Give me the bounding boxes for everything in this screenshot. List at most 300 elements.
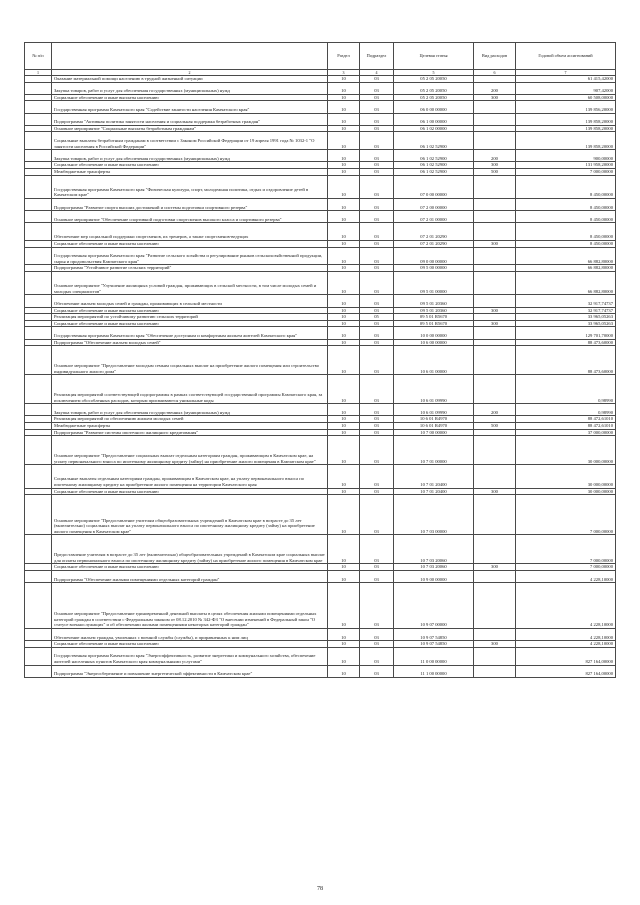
- cell-number: [25, 247, 52, 265]
- cell-vid: [474, 295, 516, 307]
- cell-vid: 500: [474, 168, 516, 175]
- cell-vid: [474, 327, 516, 339]
- cell-number: [25, 628, 52, 640]
- cell-code: 09 5 01 R5670: [394, 314, 474, 321]
- table-row: [25, 416, 616, 423]
- cell-number: [25, 647, 52, 665]
- cell-razdel: 10: [328, 125, 360, 132]
- cell-number: [25, 404, 52, 416]
- cell-amount: 66 882,80000: [516, 247, 616, 265]
- cell-name: Государственная программа Камчатского края "Содействие занятости населения Камчатского края": [52, 101, 328, 113]
- cell-amount: 88 473,60000: [516, 339, 616, 346]
- table-row: [25, 465, 616, 488]
- cell-code: 10 6 01 R4970: [394, 422, 474, 429]
- cell-name: Подпрограмма "Устойчивое развитие сельских территорий": [52, 265, 328, 272]
- table-row: [25, 570, 616, 582]
- cell-vid: [474, 416, 516, 423]
- cell-amount: 139 858,20000: [516, 125, 616, 132]
- cell-vid: [474, 314, 516, 321]
- cell-number: [25, 198, 52, 210]
- cell-amount: 8 450,00000: [516, 175, 616, 198]
- cell-podrazdel: 03: [360, 665, 394, 677]
- cell-amount: 4 228,10000: [516, 583, 616, 629]
- cell-podrazdel: 03: [360, 535, 394, 564]
- cell-vid: [474, 583, 516, 629]
- cell-code: 06 0 00 00000: [394, 101, 474, 113]
- cell-podrazdel: 03: [360, 641, 394, 648]
- cell-amount: 30 000,00000: [516, 465, 616, 488]
- header-vid: Вид расходов: [474, 43, 516, 70]
- table-row: [25, 272, 616, 295]
- table-row: [25, 211, 616, 223]
- cell-name: Социальное обеспечение и иные выплаты населению: [52, 641, 328, 648]
- cell-number: [25, 162, 52, 169]
- cell-name: Закупка товаров, работ и услуг для обеспечения государственных (муниципальных) нужд: [52, 404, 328, 416]
- cell-razdel: 10: [328, 223, 360, 241]
- table-row: [25, 247, 616, 265]
- cell-name: Реализация мероприятий по обеспечению жильем молодых семей: [52, 416, 328, 423]
- table-row: [25, 314, 616, 321]
- cell-amount: 8 450,00000: [516, 211, 616, 223]
- cell-amount: 827 164,00000: [516, 665, 616, 677]
- cell-code: 10 7 01 20400: [394, 488, 474, 495]
- table-row: [25, 375, 616, 404]
- cell-podrazdel: 03: [360, 416, 394, 423]
- cell-vid: [474, 535, 516, 564]
- cell-amount: 0,98990: [516, 404, 616, 416]
- cell-podrazdel: 03: [360, 564, 394, 571]
- cell-number: [25, 346, 52, 375]
- cell-number: [25, 168, 52, 175]
- table-row: [25, 101, 616, 113]
- cell-razdel: 10: [328, 150, 360, 162]
- cell-name: Государственная программа Камчатского края "Обеспечение доступным и комфортным жильем жителей Камчатского края": [52, 327, 328, 339]
- cell-code: 10 9 07 54850: [394, 641, 474, 648]
- cell-vid: [474, 175, 516, 198]
- cell-name: Предоставление учителям в возрасте до 35 лет (включительно) общеобразовательных учреждений в Камчатском крае социальных выплат для оплаты первоначального взноса по ипотечному жилищному кредиту (займу) на приобретение жилого помещения в Камчатском крае: [52, 535, 328, 564]
- cell-razdel: 10: [328, 168, 360, 175]
- cell-code: 10 0 00 00000: [394, 327, 474, 339]
- cell-number: [25, 583, 52, 629]
- cell-number: [25, 307, 52, 314]
- cell-podrazdel: 03: [360, 94, 394, 101]
- cell-code: 06 1 02 00000: [394, 125, 474, 132]
- cell-vid: [474, 375, 516, 404]
- budget-table: [24, 42, 616, 678]
- cell-vid: [474, 125, 516, 132]
- budget-sheet: [24, 42, 615, 678]
- cell-code: 09 0 00 00000: [394, 247, 474, 265]
- cell-name: Реализация мероприятий по устойчивому развитию сельских территорий: [52, 314, 328, 321]
- cell-amount: 0,98990: [516, 375, 616, 404]
- cell-razdel: 10: [328, 628, 360, 640]
- cell-number: [25, 535, 52, 564]
- cell-podrazdel: 03: [360, 583, 394, 629]
- cell-amount: 88 473,60000: [516, 346, 616, 375]
- cell-code: 11 0 00 00000: [394, 647, 474, 665]
- cell-vid: 300: [474, 241, 516, 248]
- table-row: [25, 76, 616, 83]
- cell-podrazdel: 03: [360, 320, 394, 327]
- cell-amount: 30 000,00000: [516, 436, 616, 465]
- cell-code: 10 6 00 00000: [394, 339, 474, 346]
- cell-name: Основное мероприятие "Предоставление социальных выплат отдельным категориям граждан, проживающим в Камчатском крае, на уплату первоначального взноса по ипотечному жилищному кредиту (займу) на приобретение жилого помещения в Камчатском крае": [52, 436, 328, 465]
- cell-name: Основное мероприятие "Предоставление единовременной денежной выплаты в целях обеспечения жилыми помещениями отдельных категорий граждан в соответствии с Федеральным законом от 08.12.2010 № 342-ФЗ "О внесении изменений в Федеральный закон "О статусе военнослужащих" и об обеспечении жилыми помещениями некоторых категорий граждан": [52, 583, 328, 629]
- header-name: [52, 43, 328, 70]
- cell-amount: 32 917,74737: [516, 295, 616, 307]
- cell-amount: 7 000,00000: [516, 495, 616, 535]
- cell-number: [25, 132, 52, 150]
- cell-razdel: 10: [328, 495, 360, 535]
- cell-number: [25, 327, 52, 339]
- cell-name: Социальные выплаты отдельным категориям граждан, проживающим в Камчатском крае, на уплату первоначального взноса по ипотечному жилищному кредиту на приобретение жилого помещения на территории Камчатского края: [52, 465, 328, 488]
- cell-razdel: 10: [328, 641, 360, 648]
- cell-razdel: 10: [328, 76, 360, 83]
- cell-razdel: 10: [328, 416, 360, 423]
- cell-code: 07 2 01 20290: [394, 241, 474, 248]
- cell-vid: 300: [474, 320, 516, 327]
- cell-podrazdel: 03: [360, 436, 394, 465]
- table-row: [25, 265, 616, 272]
- cell-amount: 139 858,20000: [516, 113, 616, 125]
- cell-number: [25, 223, 52, 241]
- cell-amount: 66 882,80000: [516, 272, 616, 295]
- cell-name: Социальное обеспечение и иные выплаты населению: [52, 94, 328, 101]
- cell-vid: [474, 495, 516, 535]
- cell-amount: 37 000,00000: [516, 429, 616, 436]
- cell-name: Социальное обеспечение и иные выплаты населению: [52, 307, 328, 314]
- cell-name: Подпрограмма "Активная политика занятости населения и социальная поддержка безработных граждан": [52, 113, 328, 125]
- cell-razdel: 10: [328, 570, 360, 582]
- table-row: [25, 113, 616, 125]
- cell-razdel: 10: [328, 535, 360, 564]
- cell-code: 10 7 01 20400: [394, 465, 474, 488]
- cell-name: Обеспечение жильем молодых семей и граждан, проживающих в сельской местности: [52, 295, 328, 307]
- table-row: [25, 175, 616, 198]
- table-row: [25, 422, 616, 429]
- cell-number: [25, 76, 52, 83]
- cell-podrazdel: 03: [360, 76, 394, 83]
- cell-amount: 7 000,00000: [516, 535, 616, 564]
- cell-podrazdel: 03: [360, 429, 394, 436]
- cell-code: 09 5 01 00000: [394, 272, 474, 295]
- cell-vid: [474, 346, 516, 375]
- cell-name: Государственная программа Камчатского края "Развитие сельского хозяйства и регулирование рынков сельскохозяйственной продукции, сырья и продовольствия Камчатского края": [52, 247, 328, 265]
- cell-vid: [474, 665, 516, 677]
- cell-name: Социальное обеспечение и иные выплаты населению: [52, 162, 328, 169]
- cell-number: [25, 295, 52, 307]
- cell-code: 06 1 02 52900: [394, 150, 474, 162]
- cell-vid: 300: [474, 162, 516, 169]
- cell-number: [25, 416, 52, 423]
- cell-code: 10 9 00 00000: [394, 570, 474, 582]
- cell-amount: 33 965,05263: [516, 320, 616, 327]
- cell-razdel: 10: [328, 583, 360, 629]
- cell-code: 09 5 00 00000: [394, 265, 474, 272]
- cell-code: 10 6 01 09990: [394, 404, 474, 416]
- table-row: [25, 495, 616, 535]
- cell-number: [25, 422, 52, 429]
- cell-code: 07 2 00 00000: [394, 198, 474, 210]
- cell-number: [25, 564, 52, 571]
- cell-vid: [474, 101, 516, 113]
- cell-name: Основное мероприятие "Обеспечение спортивной подготовки спортсменов высокого класса и спортивного резерва": [52, 211, 328, 223]
- column-number: 7: [516, 70, 616, 76]
- cell-amount: 827 164,00000: [516, 647, 616, 665]
- cell-number: [25, 339, 52, 346]
- cell-vid: 300: [474, 488, 516, 495]
- cell-razdel: 10: [328, 422, 360, 429]
- cell-vid: [474, 339, 516, 346]
- table-row: [25, 198, 616, 210]
- cell-podrazdel: 03: [360, 150, 394, 162]
- cell-podrazdel: 03: [360, 307, 394, 314]
- cell-name: Социальное обеспечение и иные выплаты населению: [52, 241, 328, 248]
- cell-vid: 300: [474, 307, 516, 314]
- cell-name: Подпрограмма "Энергосбережение и повышение энергетической эффективности в Камчатском крае": [52, 665, 328, 677]
- cell-amount: 8 450,00000: [516, 198, 616, 210]
- cell-podrazdel: 03: [360, 272, 394, 295]
- cell-number: [25, 641, 52, 648]
- cell-code: 10 7 03 20060: [394, 564, 474, 571]
- cell-razdel: 10: [328, 198, 360, 210]
- cell-amount: 8 450,00000: [516, 223, 616, 241]
- cell-number: [25, 665, 52, 677]
- cell-podrazdel: 03: [360, 162, 394, 169]
- cell-razdel: 10: [328, 429, 360, 436]
- cell-vid: 500: [474, 422, 516, 429]
- cell-vid: [474, 132, 516, 150]
- cell-amount: 4 228,10000: [516, 570, 616, 582]
- cell-amount: 900,00000: [516, 150, 616, 162]
- cell-name: Реализация мероприятий соответствующей подпрограммы в рамках соответствующей государственной программы Камчатского края, за исключением обособленных расходов, которым присваиваются уникальные коды: [52, 375, 328, 404]
- cell-razdel: 10: [328, 101, 360, 113]
- cell-name: Социальное обеспечение и иные выплаты населению: [52, 488, 328, 495]
- cell-razdel: 10: [328, 436, 360, 465]
- cell-number: [25, 570, 52, 582]
- cell-name: Основное мероприятие "Социальные выплаты безработным гражданам": [52, 125, 328, 132]
- cell-code: 06 1 02 52900: [394, 162, 474, 169]
- cell-name: Обеспечение жильем граждан, уволенных с военной службы (службы), и приравненных к ним лиц: [52, 628, 328, 640]
- cell-podrazdel: 03: [360, 488, 394, 495]
- cell-razdel: 10: [328, 265, 360, 272]
- cell-amount: 131 958,20000: [516, 162, 616, 169]
- table-row: [25, 404, 616, 416]
- table-row: [25, 295, 616, 307]
- cell-podrazdel: 03: [360, 327, 394, 339]
- cell-podrazdel: 03: [360, 404, 394, 416]
- cell-name: Социальные выплаты безработным гражданам в соответствии с Законом Российской Федерации от 19 апреля 1991 года № 1032-1 "О занятости населения в Российской Федерации": [52, 132, 328, 150]
- header-code: Целевая статья: [394, 43, 474, 70]
- cell-razdel: 10: [328, 647, 360, 665]
- cell-razdel: 10: [328, 465, 360, 488]
- cell-amount: 139 858,20000: [516, 132, 616, 150]
- cell-amount: 30 000,00000: [516, 488, 616, 495]
- cell-razdel: 10: [328, 404, 360, 416]
- cell-name: Основное мероприятие "Предоставление молодым семьям социальных выплат на приобретение жилого помещения или строительство индивидуального жилого дома": [52, 346, 328, 375]
- cell-razdel: 10: [328, 665, 360, 677]
- header-podrazdel: Подраздел: [360, 43, 394, 70]
- cell-podrazdel: 03: [360, 223, 394, 241]
- table-row: [25, 647, 616, 665]
- cell-number: [25, 495, 52, 535]
- cell-code: 11 1 00 00000: [394, 665, 474, 677]
- column-number: 5: [394, 70, 474, 76]
- cell-vid: 200: [474, 150, 516, 162]
- table-row: [25, 241, 616, 248]
- cell-vid: [474, 465, 516, 488]
- cell-vid: [474, 272, 516, 295]
- cell-amount: 88 472,61010: [516, 422, 616, 429]
- cell-amount: 88 472,61010: [516, 416, 616, 423]
- cell-code: 10 7 01 00000: [394, 436, 474, 465]
- cell-vid: [474, 211, 516, 223]
- cell-vid: [474, 570, 516, 582]
- cell-code: 10 6 01 00000: [394, 346, 474, 375]
- cell-vid: 300: [474, 564, 516, 571]
- cell-vid: 300: [474, 94, 516, 101]
- cell-podrazdel: 03: [360, 346, 394, 375]
- cell-amount: 33 965,05263: [516, 314, 616, 321]
- cell-number: [25, 94, 52, 101]
- cell-amount: 139 856,20000: [516, 101, 616, 113]
- cell-razdel: 10: [328, 175, 360, 198]
- header-row: [25, 43, 616, 70]
- cell-code: 10 9 07 00000: [394, 583, 474, 629]
- cell-name: Обеспечение мер социальной поддержки спортсменов, их тренеров, а также спортсменов-ведущих: [52, 223, 328, 241]
- cell-name: Государственная программа Камчатского края "Физическая культура, спорт, молодежная политика, отдых и оздоровление детей в Камчатском крае": [52, 175, 328, 198]
- cell-podrazdel: 03: [360, 198, 394, 210]
- cell-podrazdel: 03: [360, 101, 394, 113]
- cell-razdel: 10: [328, 320, 360, 327]
- cell-code: 10 6 01 09990: [394, 375, 474, 404]
- table-row: [25, 320, 616, 327]
- cell-podrazdel: 03: [360, 295, 394, 307]
- cell-vid: [474, 429, 516, 436]
- cell-razdel: 10: [328, 564, 360, 571]
- cell-number: [25, 429, 52, 436]
- cell-code: 10 6 01 R4970: [394, 416, 474, 423]
- column-number: 4: [360, 70, 394, 76]
- cell-number: [25, 125, 52, 132]
- cell-vid: 200: [474, 82, 516, 94]
- table-row: [25, 488, 616, 495]
- cell-vid: [474, 647, 516, 665]
- cell-code: 05 2 05 20050: [394, 76, 474, 83]
- cell-number: [25, 211, 52, 223]
- cell-vid: [474, 113, 516, 125]
- cell-razdel: 10: [328, 346, 360, 375]
- cell-vid: [474, 436, 516, 465]
- cell-podrazdel: 03: [360, 82, 394, 94]
- table-row: [25, 665, 616, 677]
- cell-name: Основное мероприятие "Предоставление учителям общеобразовательных учреждений в Камчатском крае в возрасте до 35 лет (включительно) социальных выплат на уплату первоначального взноса по ипотечному жилищному кредиту (займу) на приобретение жилого помещения в Камчатском крае": [52, 495, 328, 535]
- cell-code: 07 0 00 00000: [394, 175, 474, 198]
- cell-number: [25, 82, 52, 94]
- cell-amount: 4 228,10000: [516, 641, 616, 648]
- cell-podrazdel: 03: [360, 422, 394, 429]
- cell-vid: 300: [474, 641, 516, 648]
- cell-amount: 7 000,00000: [516, 168, 616, 175]
- table-row: [25, 168, 616, 175]
- cell-razdel: 10: [328, 113, 360, 125]
- table-row: [25, 82, 616, 94]
- cell-number: [25, 113, 52, 125]
- cell-vid: [474, 247, 516, 265]
- cell-razdel: 10: [328, 307, 360, 314]
- cell-podrazdel: 03: [360, 247, 394, 265]
- cell-razdel: 10: [328, 327, 360, 339]
- cell-name: Подпрограмма "Обеспечение жильем молодых семей": [52, 339, 328, 346]
- table-row: [25, 535, 616, 564]
- cell-podrazdel: 03: [360, 465, 394, 488]
- cell-podrazdel: 03: [360, 125, 394, 132]
- cell-razdel: 10: [328, 488, 360, 495]
- cell-number: [25, 488, 52, 495]
- cell-amount: 4 228,10000: [516, 628, 616, 640]
- cell-podrazdel: 03: [360, 241, 394, 248]
- cell-code: 09 5 01 20360: [394, 307, 474, 314]
- cell-razdel: 10: [328, 211, 360, 223]
- cell-code: 10 7 03 00000: [394, 495, 474, 535]
- table-row: [25, 346, 616, 375]
- table-row: [25, 583, 616, 629]
- cell-razdel: 10: [328, 295, 360, 307]
- table-body: [25, 76, 616, 678]
- cell-number: [25, 265, 52, 272]
- cell-name: Государственная программа Камчатского края "Энергоэффективность, развитие энергетики и коммунального хозяйства, обеспечение жителей населенных пунктов Камчатского края коммунальными услугами": [52, 647, 328, 665]
- cell-podrazdel: 03: [360, 647, 394, 665]
- cell-code: 05 2 05 20050: [394, 82, 474, 94]
- cell-code: 10 9 07 54850: [394, 628, 474, 640]
- cell-amount: 60 508,00000: [516, 94, 616, 101]
- table-row: [25, 307, 616, 314]
- cell-amount: 7 000,00000: [516, 564, 616, 571]
- cell-podrazdel: 03: [360, 339, 394, 346]
- cell-vid: [474, 223, 516, 241]
- cell-amount: 66 882,80000: [516, 265, 616, 272]
- cell-amount: 8 450,00000: [516, 241, 616, 248]
- cell-razdel: 10: [328, 82, 360, 94]
- table-row: [25, 132, 616, 150]
- cell-number: [25, 272, 52, 295]
- cell-razdel: 10: [328, 375, 360, 404]
- column-number: 3: [328, 70, 360, 76]
- cell-number: [25, 375, 52, 404]
- table-row: [25, 339, 616, 346]
- cell-code: 06 1 00 00000: [394, 113, 474, 125]
- table-row: [25, 94, 616, 101]
- cell-podrazdel: 03: [360, 628, 394, 640]
- cell-amount: 129 701,70000: [516, 327, 616, 339]
- cell-podrazdel: 03: [360, 495, 394, 535]
- cell-name: Подпрограмма "Обеспечение жилыми помещениями отдельных категорий граждан": [52, 570, 328, 582]
- cell-podrazdel: 03: [360, 168, 394, 175]
- cell-code: 09 5 01 20360: [394, 295, 474, 307]
- table-row: [25, 327, 616, 339]
- cell-razdel: 10: [328, 272, 360, 295]
- header-amount: Годовой объем ассигнований: [516, 43, 616, 70]
- cell-amount: 907,42000: [516, 82, 616, 94]
- cell-name: Подпрограмма "Развитие спорта высших достижений и системы подготовки спортивного резерва": [52, 198, 328, 210]
- cell-vid: [474, 628, 516, 640]
- cell-vid: [474, 76, 516, 83]
- table-row: [25, 628, 616, 640]
- cell-name: Оказание материальной помощи населению в трудной жизненной ситуации: [52, 76, 328, 83]
- cell-number: [25, 241, 52, 248]
- cell-code: 06 1 02 52900: [394, 168, 474, 175]
- column-number: 6: [474, 70, 516, 76]
